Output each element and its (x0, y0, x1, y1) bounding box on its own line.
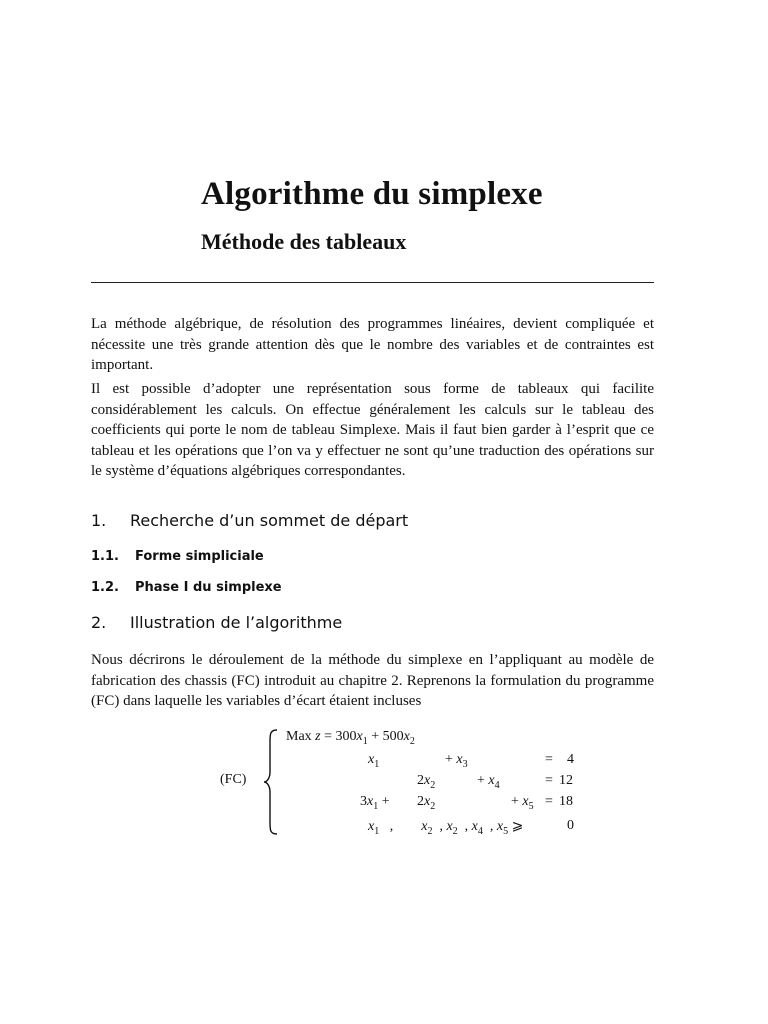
constraint-3-slack: + $x_5$ (511, 794, 534, 812)
constraint-2-relation: = (545, 773, 553, 788)
left-brace-icon (262, 728, 282, 836)
section-title: Forme simpliciale (135, 549, 264, 564)
section-number: 2. (91, 613, 107, 632)
nonnegativity-rhs: 0 (567, 818, 574, 833)
constraint-3-rhs: 18 (559, 794, 573, 809)
constraint-2-slack: + $x_4$ (477, 773, 500, 791)
constraint-3-term: $2x_2$ (417, 794, 436, 812)
intro-paragraph-1: La méthode algébrique, de résolution des programmes linéaires, devient compliquée et nécessite une très grande attention dès que le nombre des variables et de contraintes est important. (91, 316, 654, 373)
nonnegativity-constraint: $x_1$ , $x_2$ , $x_2$ , $x_4$ , $x_5$ ⩾ (368, 819, 524, 837)
constraint-3: $3x_1$ + (360, 794, 390, 812)
program-label: (FC) (220, 772, 247, 787)
intro-paragraph-2: Il est possible d’adopter une représentation sous forme de tableaux qui facilite considérablement les calculs. On effectue généralement les calculs sur le tableau des coefficients qui porte le nom de tableau Simplexe. Mais il faut bien garder à l’esprit que ce tableau et les opérations que l’on va y effectuer ne sont qu’une traduction des opérations sur le système d’équations algébriques correspondantes. (91, 381, 654, 479)
section-title: Phase I du simplexe (135, 580, 282, 595)
constraint-1: $x_1$ (368, 752, 380, 770)
constraint-1-relation: = (545, 752, 553, 767)
section-number: 1. (91, 511, 107, 530)
section-number: 1.1. (91, 549, 119, 564)
section-number: 1.2. (91, 580, 119, 595)
page-title: Algorithme du simplexe (201, 176, 543, 212)
constraint-2: $2x_2$ (417, 773, 436, 791)
objective-function: Max $z = 300x_1 + 500x_2$ (286, 729, 415, 747)
section-title: Recherche d’un sommet de départ (130, 511, 409, 530)
objective-keyword: Max (286, 729, 312, 744)
page-subtitle: Méthode des tableaux (201, 229, 407, 254)
constraint-1-rhs: 4 (567, 752, 574, 767)
section-title: Illustration de l’algorithme (130, 613, 343, 632)
constraint-3-relation: = (545, 794, 553, 809)
constraint-1-slack: + $x_3$ (445, 752, 468, 770)
section-2-paragraph: Nous décrirons le déroulement de la méthode du simplexe en l’appliquant au modèle de fabrication des chassis (FC) introduit au chapitre 2. Reprenons la formulation du programme (FC) dans laquelle les variables d’écart étaient incluses (91, 652, 654, 709)
constraint-2-rhs: 12 (559, 773, 573, 788)
